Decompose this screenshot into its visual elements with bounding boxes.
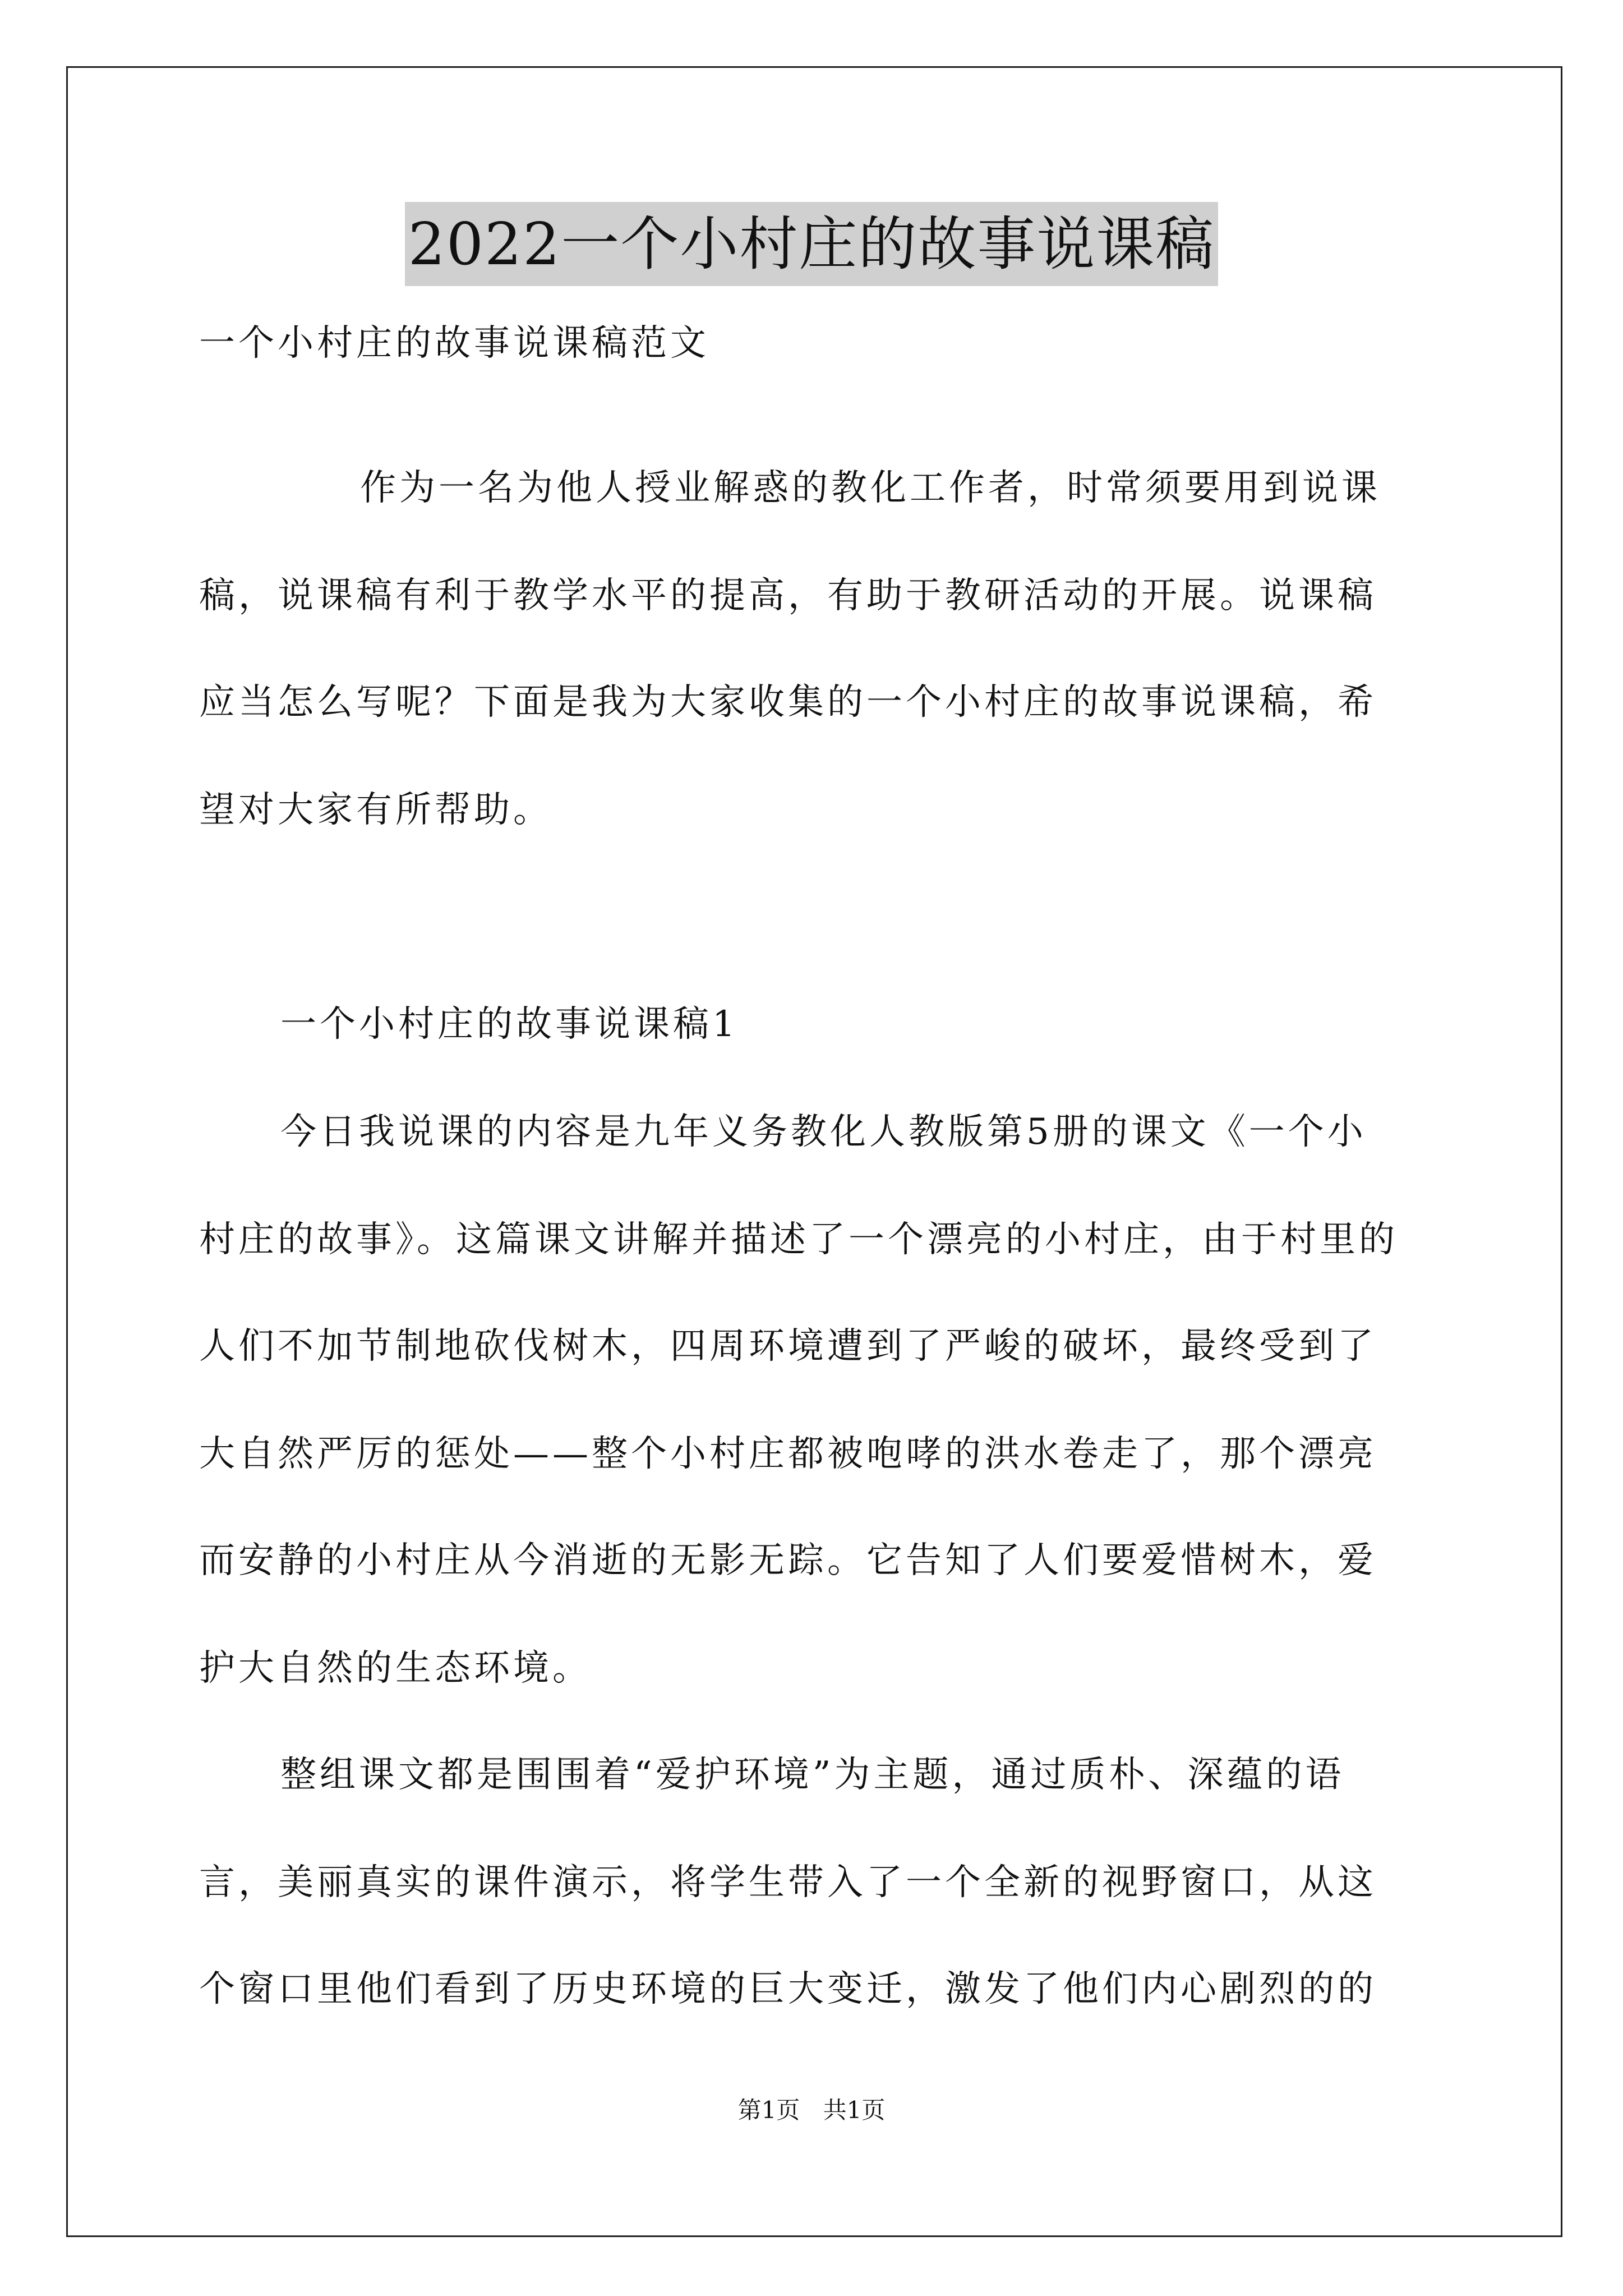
document-title: 2022一个小村庄的故事说课稿 (405, 202, 1219, 286)
intro-line: 作为一名为他人授业解惑的教化工作者，时常须要用到说课 (360, 467, 1381, 509)
page-number: 第1页 (737, 2096, 800, 2124)
paragraph-line: 护大自然的生态环境。 (199, 1648, 592, 1689)
section-heading: 一个小村庄的故事说课稿1 (280, 1004, 739, 1045)
paragraph-line: 言，美丽真实的课件演示，将学生带入了一个全新的视野窗口，从这 (199, 1862, 1377, 1903)
paragraph-line: 个窗口里他们看到了历史环境的巨大变迁，激发了他们内心剧烈的的 (199, 1968, 1377, 2010)
paragraph-line: 今日我说课的内容是九年义务教化人教版第5册的课文《一个小 (280, 1111, 1367, 1153)
paragraph-line: 人们不加节制地砍伐树木，四周环境遭到了严峻的破坏，最终受到了 (199, 1326, 1377, 1367)
intro-line: 应当怎么写呢？下面是我为大家收集的一个小村庄的故事说课稿，希 (199, 682, 1377, 723)
paragraph-line: 而安静的小村庄从今消逝的无影无踪。它告知了人们要爱惜树木，爱 (199, 1540, 1377, 1581)
document-subtitle: 一个小村庄的故事说课稿范文 (199, 323, 709, 364)
page-footer (0, 2095, 1623, 2126)
intro-line: 望对大家有所帮助。 (199, 789, 552, 831)
intro-line: 稿，说课稿有利于教学水平的提高，有助于教研活动的开展。说课稿 (199, 575, 1377, 616)
paragraph-line: 村庄的故事》。这篇课文讲解并描述了一个漂亮的小村庄，由于村里的 (199, 1219, 1398, 1260)
page-total: 共1页 (823, 2096, 886, 2124)
title-container (0, 202, 1623, 286)
paragraph-line: 整组课文都是围围着“爱护环境”为主题，通过质朴、深蕴的语 (280, 1754, 1345, 1796)
paragraph-line: 大自然严厉的惩处——整个小村庄都被咆哮的洪水卷走了，那个漂亮 (199, 1433, 1377, 1475)
